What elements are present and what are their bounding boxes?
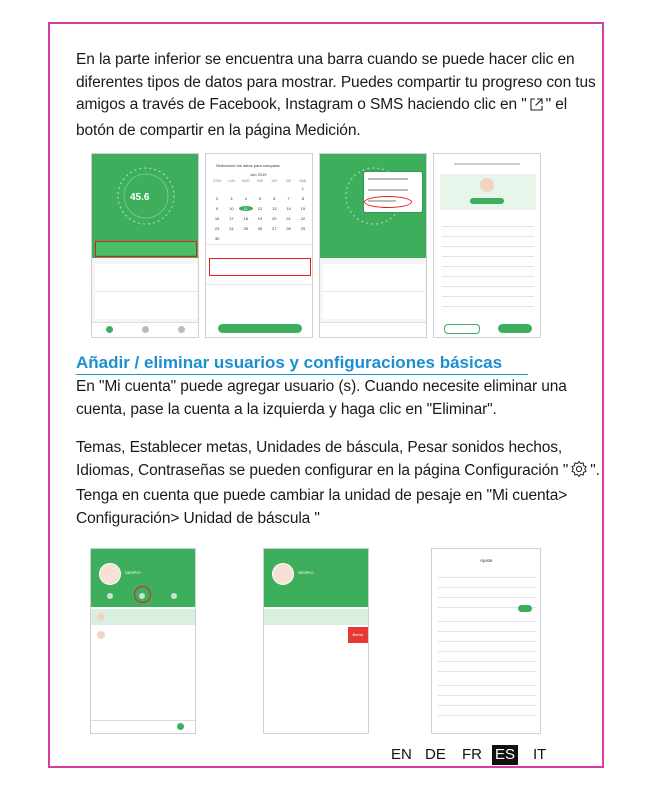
avatar (99, 563, 121, 585)
delete-user-name: SEMPIO (298, 570, 314, 575)
screenshot-my-account (90, 548, 196, 734)
sound-toggle[interactable] (518, 605, 532, 612)
calendar-day[interactable]: 2 (216, 196, 219, 201)
user-row-swiped[interactable] (264, 627, 368, 643)
delete-header (264, 549, 368, 607)
calendar-day[interactable]: 11 (239, 206, 253, 211)
section-heading: Añadir / eliminar usuarios y configuraciones básicas (76, 353, 528, 375)
calendar-weekday: JUE (270, 179, 278, 183)
bottom-tab-bar[interactable] (92, 322, 198, 337)
calendar-day[interactable]: 13 (272, 206, 277, 211)
settings-list[interactable] (438, 569, 536, 729)
account-user-name: SEMPIO (125, 570, 141, 575)
settings-paragraph (76, 437, 601, 530)
calendar-day[interactable]: 15 (300, 206, 306, 211)
calendar-day[interactable]: 12 (257, 206, 263, 211)
calendar-day (239, 186, 253, 191)
gear-icon (570, 460, 588, 486)
lang-es[interactable]: ES (492, 745, 518, 765)
share-button[interactable] (498, 324, 532, 333)
calendar-day (210, 186, 224, 191)
compare-button[interactable] (218, 324, 302, 333)
calendar-day[interactable]: 17 (229, 216, 234, 221)
measure-value: 45.6 (130, 192, 150, 203)
calendar-weekday: LUN (227, 179, 235, 183)
screenshot-comparison (433, 153, 541, 338)
screenshot-share-menu (319, 153, 427, 338)
user-row[interactable] (91, 627, 195, 643)
account-paragraph: En "Mi cuenta" puede agregar usuario (s). Cuando necesite eliminar una cuenta, pase la cuenta a la izquierda y haga clic en "Eliminar". (76, 378, 567, 418)
calendar-day[interactable]: 21 (286, 216, 291, 221)
calendar-highlight (209, 258, 311, 276)
account-tab-bar[interactable] (91, 720, 195, 733)
delete-button[interactable]: Borrar (348, 627, 368, 643)
calendar-day[interactable]: 9 (216, 206, 219, 211)
calendar-day[interactable]: 4 (244, 196, 247, 201)
calendar-day[interactable]: 1 (301, 186, 304, 191)
calendar-day (253, 186, 267, 191)
measure-highlight (95, 241, 197, 257)
calendar-day (224, 186, 238, 191)
calendar-day[interactable]: 23 (214, 226, 220, 231)
calendar-day[interactable]: 27 (272, 226, 277, 231)
intro-paragraph (76, 49, 601, 142)
lang-it[interactable]: IT (533, 746, 547, 763)
calendar-day[interactable]: 19 (257, 216, 263, 221)
user-row-primary[interactable] (264, 609, 368, 625)
comparison-tabs[interactable] (454, 163, 520, 165)
metric-grid (95, 264, 197, 319)
calendar-weekday: SAB (299, 179, 307, 183)
calendar-day (267, 186, 281, 191)
user-row-primary[interactable] (91, 609, 195, 625)
screenshot-measurement (91, 153, 199, 338)
share-icon (529, 97, 544, 120)
calendar-day[interactable]: 18 (243, 216, 248, 221)
calendar-weekday: DOM (213, 179, 222, 183)
calendar-day[interactable]: 22 (300, 216, 306, 221)
calendar-day[interactable]: 26 (257, 226, 263, 231)
calendar-day (281, 186, 295, 191)
calendar-day[interactable]: 6 (273, 196, 276, 201)
calendar-day[interactable]: 24 (229, 226, 234, 231)
calendar-day[interactable]: 30 (214, 236, 220, 241)
cancel-button[interactable] (444, 324, 480, 334)
settings-title: Ajuste (480, 558, 493, 563)
calendar-day[interactable]: 14 (286, 206, 291, 211)
calendar-title: Seleccione los datos para comparar (216, 163, 280, 168)
share-highlight (364, 196, 412, 208)
calendar-month: Jun 2019 (250, 172, 267, 177)
calendar-weekday: MAR (241, 179, 250, 183)
screenshot-settings (431, 548, 541, 734)
screenshot-delete-user (263, 548, 369, 734)
calendar-weekdays (210, 179, 310, 183)
calendar-day[interactable]: 7 (287, 196, 290, 201)
intro-text-before: En la parte inferior se encuentra una barra cuando se puede hacer clic en diferentes tipos de datos para mostrar. Puedes compartir tu progreso con tus amigos a través de Facebook, Instagram o SMS haciendo clic en " (76, 51, 596, 113)
settings-text-before: Temas, Establecer metas, Unidades de báscula, Pesar sonidos hechos, Idiomas, Contraseñas se pueden configurar en la página Configuración " (76, 439, 569, 479)
lang-en[interactable]: EN (391, 746, 412, 763)
calendar-days (210, 186, 310, 241)
calendar-weekday: VIE (285, 179, 292, 183)
lang-fr[interactable]: FR (462, 746, 482, 763)
calendar-weekday: MIE (256, 179, 264, 183)
settings-text-after: ". Tenga en cuenta que puede cambiar la unidad de pesaje en "Mi cuenta> Configuración> Unidad de báscula " (76, 461, 600, 527)
calendar-day[interactable]: 28 (286, 226, 291, 231)
share-tab-bar[interactable] (320, 322, 426, 337)
calendar-day[interactable]: 8 (301, 196, 304, 201)
intro-text-after: " el botón de compartir en la página Medición. (76, 96, 568, 139)
comparison-table (442, 216, 534, 316)
calendar-day[interactable]: 16 (214, 216, 220, 221)
lang-de[interactable]: DE (425, 746, 446, 763)
calendar-day[interactable]: 25 (243, 226, 248, 231)
calendar-day[interactable]: 29 (300, 226, 306, 231)
share-metric-grid (323, 264, 425, 319)
calendar-day[interactable]: 3 (230, 196, 233, 201)
screenshot-calendar (205, 153, 313, 338)
avatar (480, 178, 494, 192)
calendar-day[interactable]: 20 (272, 216, 277, 221)
calendar-day[interactable]: 5 (258, 196, 262, 201)
comparison-card (440, 174, 536, 210)
avatar (272, 563, 294, 585)
add-user-highlight (134, 586, 151, 603)
calendar-day[interactable]: 10 (229, 206, 234, 211)
